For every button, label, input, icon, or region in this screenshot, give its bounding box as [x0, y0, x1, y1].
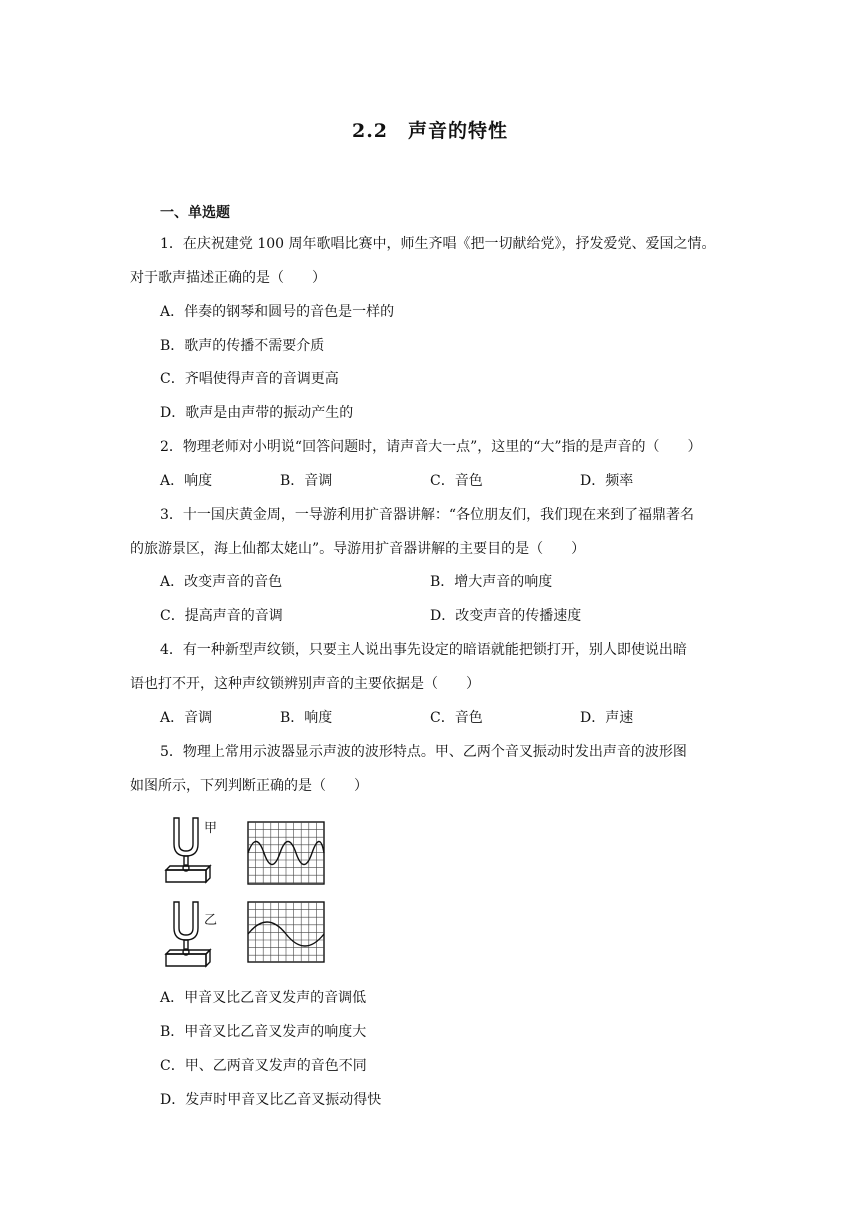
q1-line-2: 对于歌声描述正确的是（ ）: [130, 270, 326, 286]
q2-option-c: C．音色: [430, 473, 483, 489]
label-jia: 甲: [204, 821, 218, 836]
q3-line-2: 的旅游景区，海上仙都太姥山”。导游用扩音器讲解的主要目的是（ ）: [130, 541, 586, 557]
q2-line-1: 2．物理老师对小明说“回答问题时，请声音大一点”，这里的“大”指的是声音的（ ）: [160, 439, 702, 455]
oscilloscope-yi: [248, 902, 324, 962]
q1-option-a: A．伴奏的钢琴和圆号的音色是一样的: [160, 304, 395, 320]
q2-option-a: A．响度: [160, 473, 213, 489]
page-title: 2.2 声音的特性: [351, 120, 509, 142]
q3-option-a: A．改变声音的音色: [160, 574, 283, 590]
q3-option-b: B．增大声音的响度: [430, 574, 553, 590]
q5-line-2: 如图所示，下列判断正确的是（ ）: [130, 778, 368, 794]
q3-option-c: C．提高声音的音调: [160, 608, 283, 624]
oscilloscope-jia: [248, 822, 324, 884]
q5-line-1: 5．物理上常用示波器显示声波的波形特点。甲、乙两个音叉振动时发出声音的波形图: [160, 744, 687, 760]
q5-option-d: D．发声时甲音叉比乙音叉振动得快: [160, 1092, 382, 1108]
q5-option-c: C．甲、乙两音叉发声的音色不同: [160, 1058, 367, 1074]
label-yi: 乙: [204, 913, 218, 928]
tuning-fork-yi: [166, 902, 210, 966]
q1-option-d: D．歌声是由声带的振动产生的: [160, 405, 354, 421]
q2-option-d: D．频率: [580, 473, 634, 489]
q4-option-c: C．音色: [430, 710, 483, 726]
q3-option-d: D．改变声音的传播速度: [430, 608, 582, 624]
q1-option-c: C．齐唱使得声音的音调更高: [160, 371, 339, 387]
tuning-fork-figure: [160, 812, 330, 972]
q4-option-d: D．声速: [580, 710, 634, 726]
q4-line-1: 4．有一种新型声纹锁，只要主人说出事先设定的暗语就能把锁打开，别人即使说出暗: [160, 642, 687, 658]
q2-option-b: B．音调: [280, 473, 333, 489]
q4-option-b: B．响度: [280, 710, 333, 726]
q1-line-1: 1．在庆祝建党 100 周年歌唱比赛中，师生齐唱《把一切献给党》，抒发爱党、爱国之情。: [160, 236, 716, 252]
q4-line-2: 语也打不开，这种声纹锁辨别声音的主要依据是（ ）: [130, 676, 480, 692]
q4-option-a: A．音调: [160, 710, 213, 726]
q5-option-b: B．甲音叉比乙音叉发声的响度大: [160, 1024, 367, 1040]
section-heading: 一、单选题: [160, 205, 230, 221]
q5-option-a: A．甲音叉比乙音叉发声的音调低: [160, 990, 367, 1006]
q1-option-b: B．歌声的传播不需要介质: [160, 338, 325, 354]
q3-line-1: 3．十一国庆黄金周，一导游利用扩音器讲解：“各位朋友们，我们现在来到了福鼎著名: [160, 507, 695, 523]
